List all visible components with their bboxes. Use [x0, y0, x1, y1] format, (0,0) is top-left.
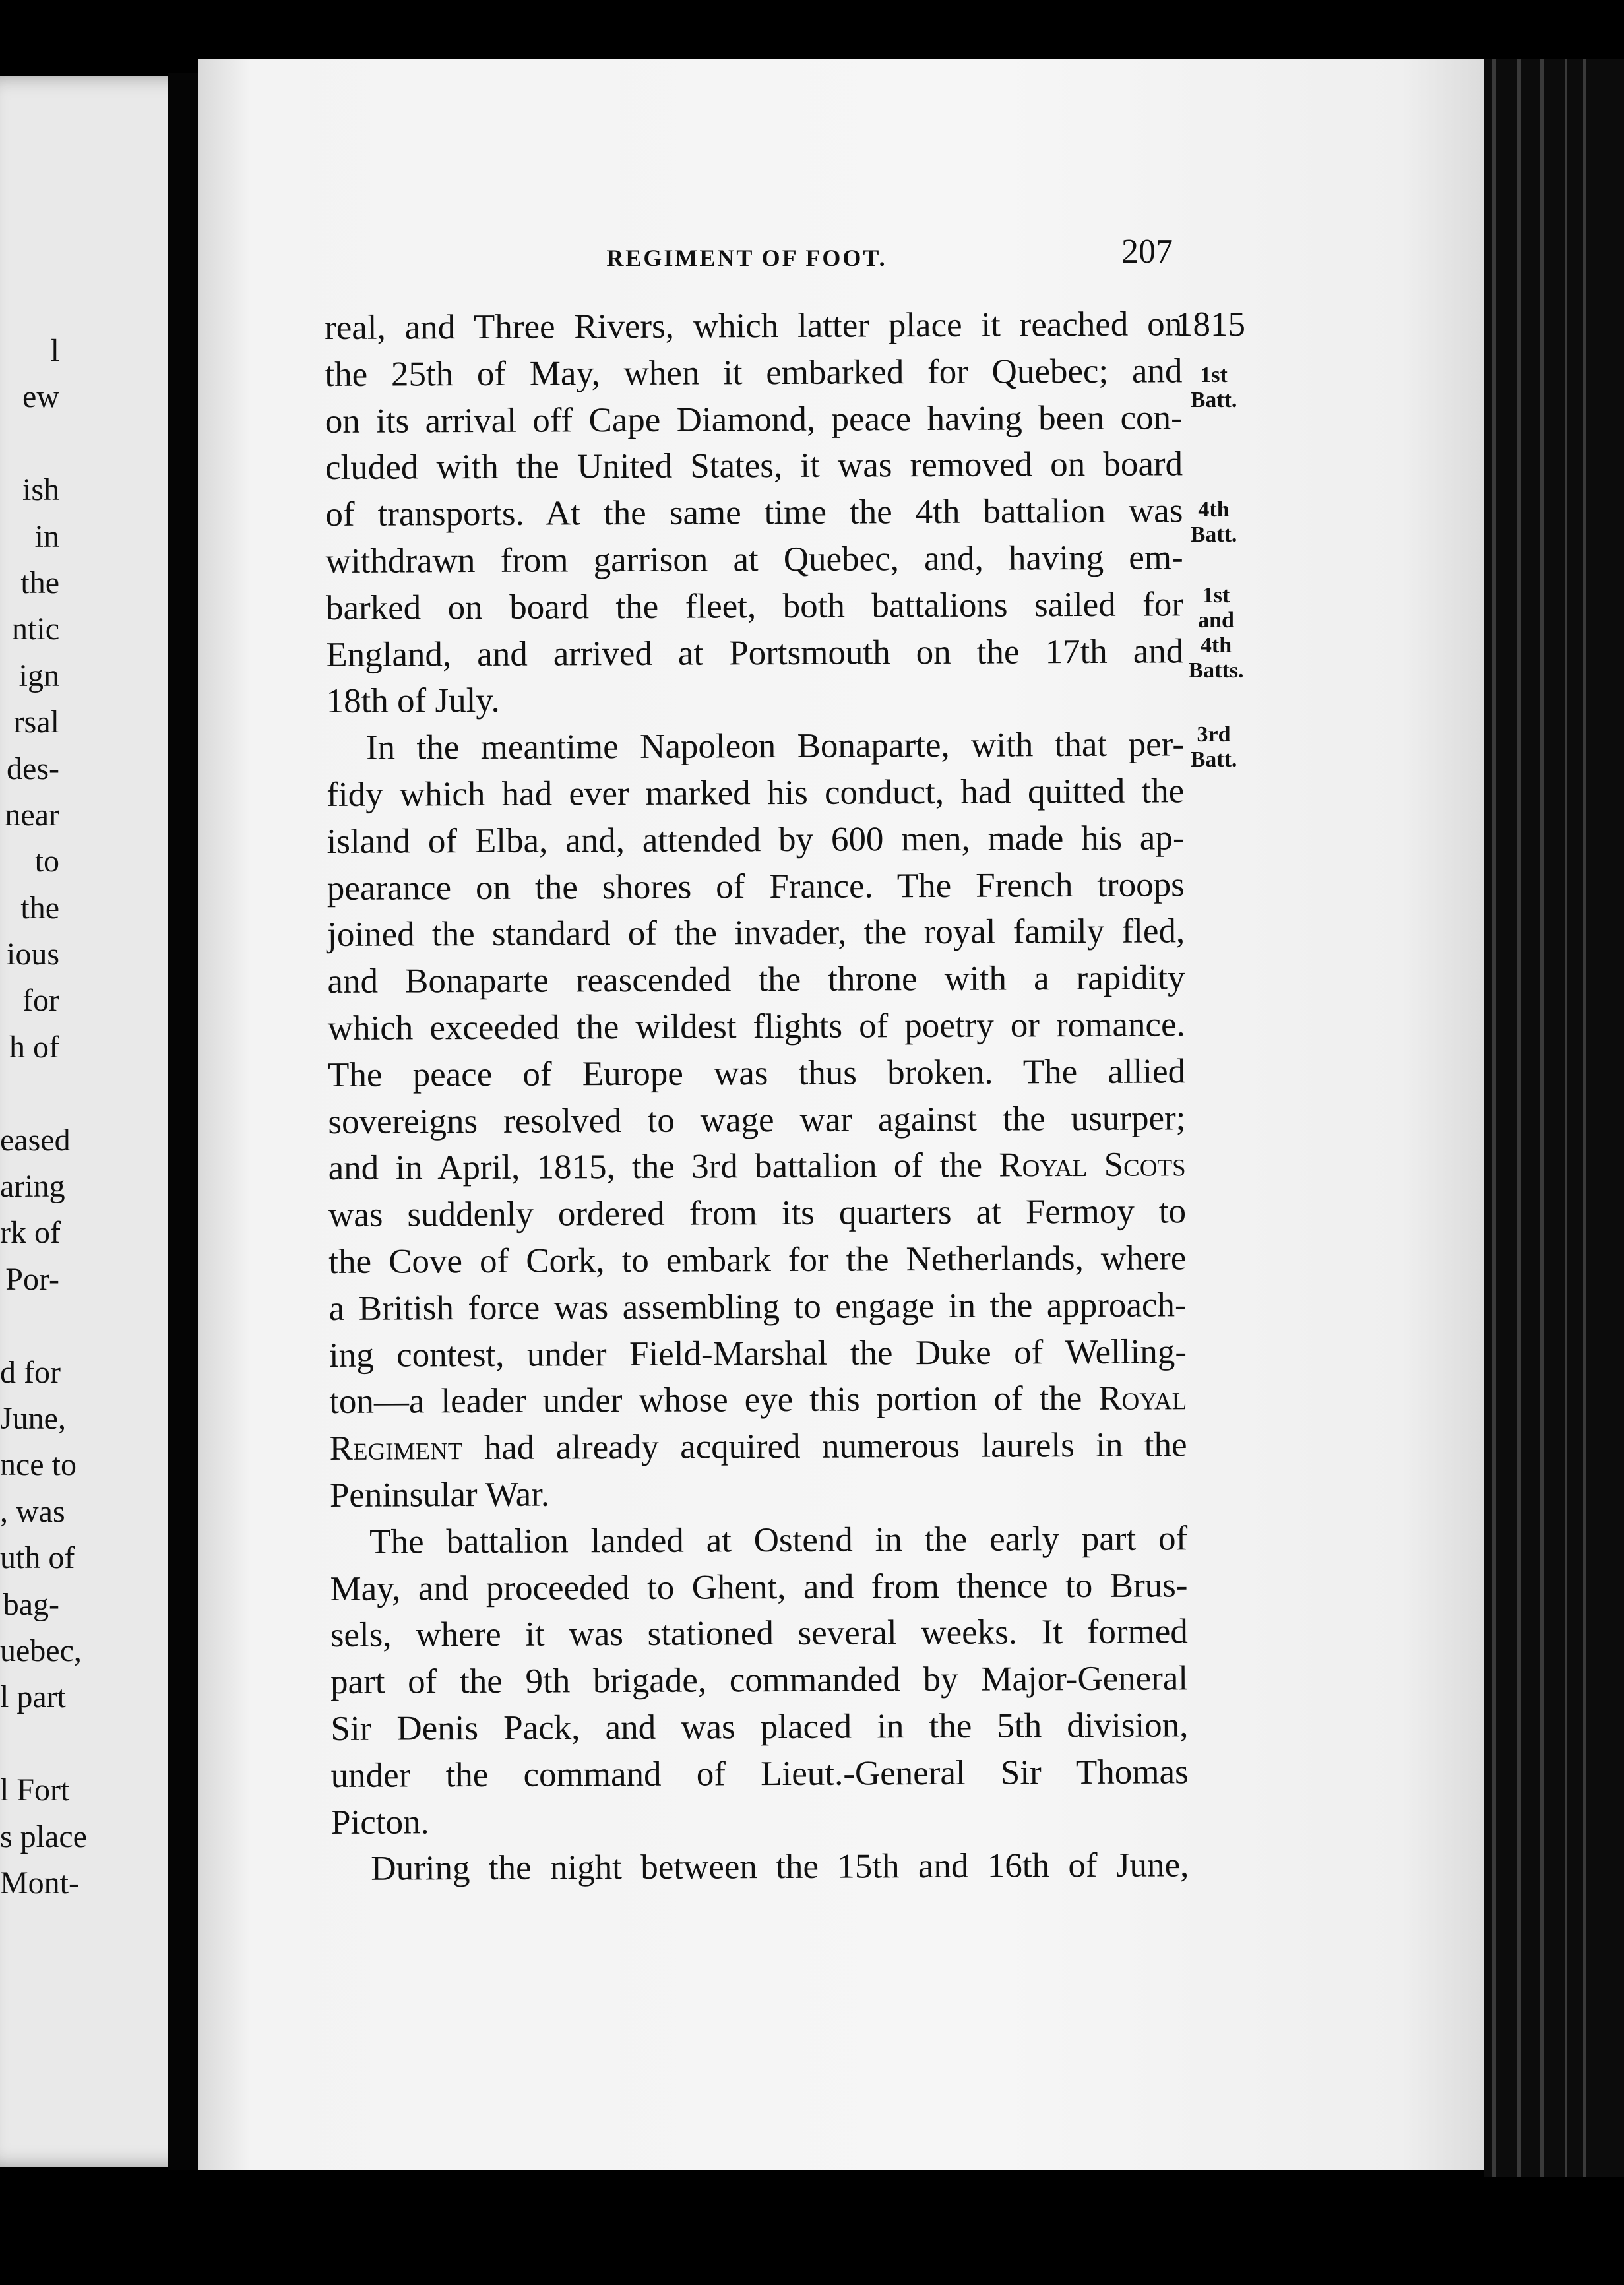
left-fragment	[0, 1721, 59, 1767]
page-edges	[1484, 59, 1624, 2177]
left-fragment: rsal	[13, 704, 59, 740]
left-fragment: bag-	[3, 1586, 59, 1622]
text-line: the Cove of Cork, to embark for the Netherlands, where	[328, 1239, 1187, 1281]
left-fragment: rk of	[0, 1215, 61, 1251]
text-line: The battalion landed at Ostend in the early part of	[369, 1519, 1188, 1561]
left-fragment: the	[20, 890, 59, 925]
margin-year: 1815	[1175, 305, 1245, 344]
left-fragment: uebec,	[0, 1633, 82, 1668]
text-line: part of the 9th brigade, commanded by Major-General	[330, 1659, 1189, 1702]
text-run: and in April, 1815, the 3rd battalion of the	[328, 1146, 983, 1188]
text-line: During the night between the 15th and 16th of June,	[371, 1846, 1189, 1889]
text-line: Peninsular War.	[329, 1475, 550, 1515]
text-line: which exceeded the wildest flights of poetry or romance.	[327, 1005, 1185, 1048]
left-fragment: h of	[9, 1029, 59, 1065]
text-line: fidy which had ever marked his conduct, had quitted the	[327, 772, 1185, 814]
left-fragment: ntic	[12, 611, 59, 647]
left-fragment: , was	[0, 1493, 65, 1529]
left-fragment: ign	[18, 658, 59, 693]
left-fragment: Mont-	[0, 1865, 79, 1900]
royal-scots-smallcaps: Royal Scots	[999, 1145, 1186, 1185]
text-line: Sir Denis Pack, and was placed in the 5th division,	[330, 1706, 1189, 1748]
text-line: In the meantime Napoleon Bonaparte, with that per-	[365, 725, 1185, 767]
text-line	[328, 1142, 1186, 1192]
text-line: was suddenly ordered from its quarters at Fermoy to	[328, 1192, 1187, 1235]
left-fragment: ew	[22, 379, 59, 415]
text-line: of transports. At the same time the 4th battalion was	[325, 491, 1183, 534]
text-line: and Bonaparte reascended the throne with a rapidity	[327, 958, 1185, 1001]
text-line: under the command of Lieut.-General Sir Thomas	[330, 1753, 1189, 1795]
left-fragment: the	[20, 565, 59, 600]
page-edge-line	[1517, 59, 1521, 2177]
left-fragment: l	[50, 333, 59, 368]
text-line: a British force was assembling to engage in the approach-	[328, 1286, 1187, 1328]
left-fragment: l part	[0, 1679, 66, 1715]
margin-note-4th-batt: 4th Batt.	[1190, 497, 1237, 547]
left-fragment: nce to	[0, 1447, 77, 1483]
text-line: island of Elba, and, attended by 600 men, made his ap-	[327, 819, 1185, 861]
margin-note-1st-4th-batts: 1st and 4th Batts.	[1188, 583, 1244, 683]
margin-note-3rd-batt: 3rd Batt.	[1190, 722, 1237, 772]
text-line: joined the standard of the invader, the royal family fled,	[327, 912, 1185, 955]
left-fragment: ish	[22, 472, 59, 508]
text-line	[329, 1422, 1187, 1472]
left-fragment: ious	[6, 937, 59, 972]
left-fragment: for	[22, 983, 59, 1018]
left-page-text	[0, 328, 87, 1906]
text-line: sovereigns resolved to wage war against the usurper;	[328, 1098, 1186, 1141]
left-fragment: l Fort	[0, 1772, 70, 1808]
text-line: sels, where it was stationed several weeks. It formed	[330, 1612, 1188, 1655]
left-fragment: eased	[0, 1122, 71, 1158]
margin-note-1st-batt: 1st Batt.	[1190, 363, 1237, 412]
text-line: ing contest, under Field-Marshal the Duke of Welling-	[328, 1332, 1187, 1375]
page-edge-line	[1565, 59, 1567, 2177]
text-line: withdrawn from garrison at Quebec, and, having em-	[325, 538, 1183, 580]
text-line: England, and arrived at Portsmouth on the 17th and	[326, 631, 1184, 674]
left-fragment: to	[34, 844, 59, 879]
text-line: 18th of July.	[326, 681, 500, 721]
page-edge-line	[1492, 59, 1496, 2177]
left-fragment: Por-	[5, 1261, 59, 1297]
left-fragment: in	[34, 518, 59, 554]
left-fragment	[0, 1303, 59, 1349]
left-fragment: s place	[0, 1819, 87, 1854]
left-fragment	[0, 421, 59, 467]
left-fragment: June,	[0, 1400, 66, 1436]
text-line: on its arrival off Cape Diamond, peace having been con-	[325, 398, 1183, 441]
text-line: The peace of Europe was thus broken. The allied	[327, 1052, 1186, 1094]
left-fragment: uth of	[0, 1540, 75, 1576]
text-line: barked on board the fleet, both battalions sailed for	[325, 585, 1184, 627]
body-text	[325, 301, 1189, 1893]
left-fragment: near	[5, 797, 59, 832]
text-line: real, and Three Rivers, which latter place it reached on	[325, 305, 1183, 347]
text-run: had already acquired numerous laurels in the	[484, 1425, 1187, 1468]
running-head: REGIMENT OF FOOT.	[606, 245, 887, 271]
page-edge-line	[1583, 59, 1586, 2177]
page-edge-line	[1540, 59, 1544, 2177]
left-fragment: des-	[7, 751, 59, 786]
left-fragment: aring	[0, 1169, 65, 1205]
text-line: the 25th of May, when it embarked for Quebec; and	[325, 352, 1183, 394]
royal-smallcaps: Royal	[1098, 1379, 1187, 1418]
text-line: May, and proceeded to Ghent, and from thence to Brus-	[330, 1565, 1188, 1608]
left-fragment: d for	[0, 1354, 61, 1390]
text-run: ton—a leader under whose eye this portion of the	[329, 1379, 1082, 1422]
left-fragment	[0, 1071, 59, 1117]
text-line: cluded with the United States, it was removed on board	[325, 445, 1183, 487]
text-line: pearance on the shores of France. The French troops	[327, 865, 1185, 908]
text-line: Picton.	[330, 1802, 429, 1842]
regiment-smallcaps: Regiment	[329, 1429, 463, 1468]
text-line	[329, 1375, 1187, 1425]
page-number: 207	[1121, 233, 1173, 270]
